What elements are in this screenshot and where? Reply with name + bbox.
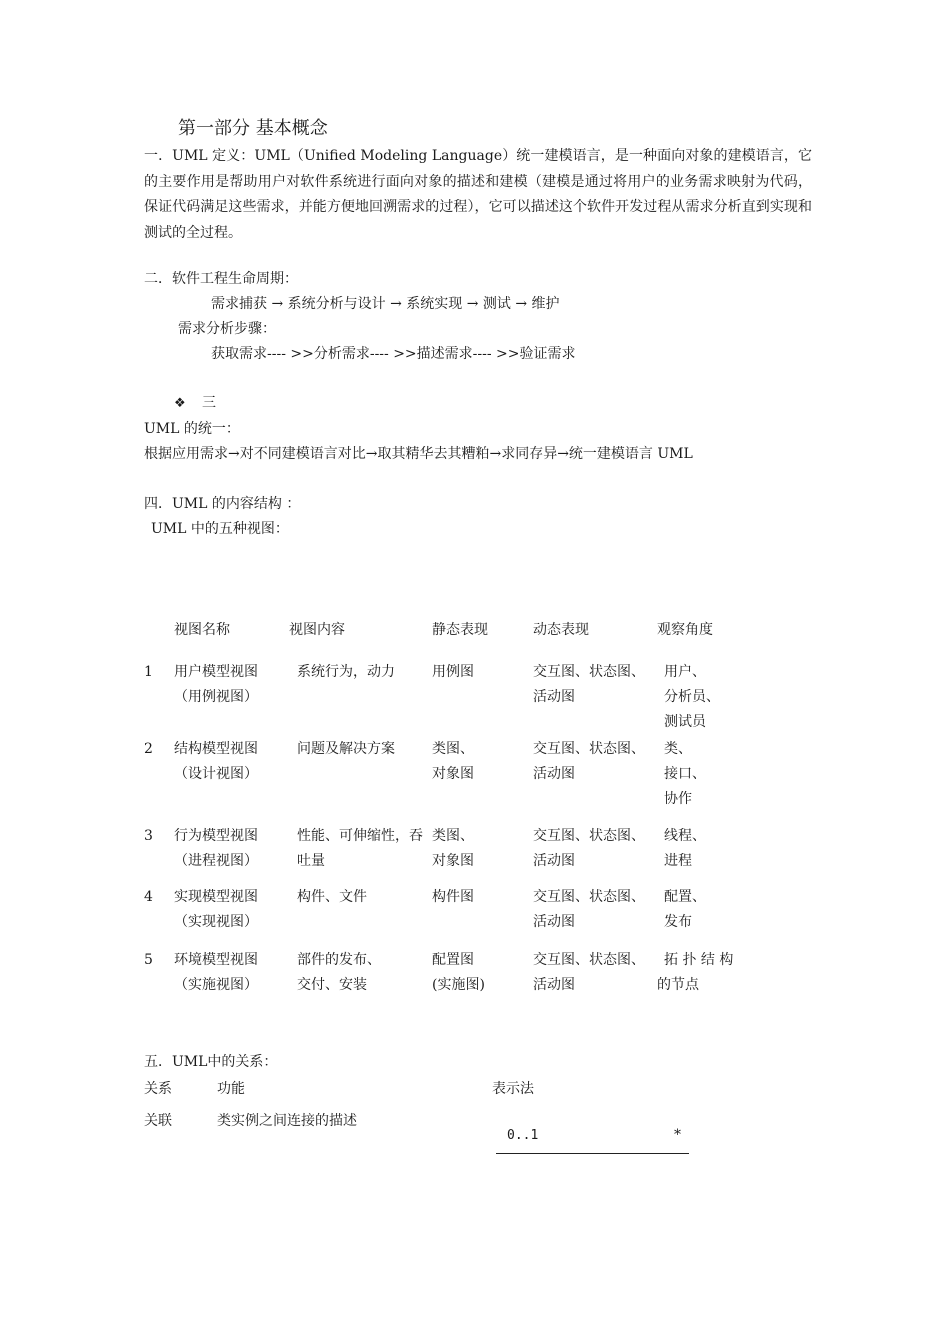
requirement-steps-flow: 获取需求---- >>分析需求---- >>描述需求---- >>验证需求 (211, 346, 576, 362)
dynamic-representation: 交互图、状态图、 (533, 828, 645, 844)
view-content: 吐量 (297, 853, 325, 869)
header-relation: 关系 (144, 1081, 172, 1097)
uml-structure-heading: 四．UML 的内容结构 ： (144, 496, 301, 512)
view-alias: （实现视图） (174, 914, 258, 930)
static-representation: 构件图 (432, 889, 474, 905)
bullet-diamond-icon: ❖ (174, 396, 186, 411)
dynamic-representation: 交互图、状态图、 (533, 741, 645, 757)
uml-unification-text: 根据应用需求→对不同建模语言对比→取其精华去其糟粕→求同存异→统一建模语言 UML (144, 446, 693, 462)
view-content: 构件、文件 (297, 889, 367, 905)
lifecycle-flow: 需求捕获 → 系统分析与设计 → 系统实现 → 测试 → 维护 (211, 296, 560, 312)
dynamic-representation: 活动图 (533, 689, 575, 705)
header-function: 功能 (217, 1081, 245, 1097)
view-name: 用户模型视图 (174, 664, 258, 680)
view-name: 实现模型视图 (174, 889, 258, 905)
view-content: 部件的发布、 (297, 952, 381, 968)
association-line (496, 1153, 689, 1154)
view-content: 性能、可伸缩性，吞 (297, 828, 423, 844)
uml-unification-heading: UML 的统一： (144, 421, 240, 437)
viewpoint: 分析员、 (664, 689, 720, 705)
dynamic-representation: 活动图 (533, 766, 575, 782)
row-number: 3 (144, 828, 153, 844)
header-viewpoint: 观察角度 (657, 622, 713, 638)
header-static: 静态表现 (432, 622, 488, 638)
requirement-steps-label: 需求分析步骤： (178, 321, 276, 337)
viewpoint: 测试员 (664, 714, 706, 730)
lifecycle-heading: 二．软件工程生命周期： (144, 271, 298, 287)
view-name: 环境模型视图 (174, 952, 258, 968)
static-representation: (实施图) (432, 977, 485, 993)
view-content: 问题及解决方案 (297, 741, 395, 757)
viewpoint: 协作 (664, 791, 692, 807)
dynamic-representation: 活动图 (533, 977, 575, 993)
section3-heading: 三 (202, 395, 216, 411)
five-views-heading: UML 中的五种视图： (151, 521, 289, 537)
header-view-name: 视图名称 (174, 622, 230, 638)
viewpoint: 用户、 (664, 664, 706, 680)
static-representation: 类图、 (432, 828, 474, 844)
header-view-content: 视图内容 (289, 622, 345, 638)
static-representation: 配置图 (432, 952, 474, 968)
viewpoint: 线程、 (664, 828, 706, 844)
relation-function: 类实例之间连接的描述 (217, 1113, 357, 1129)
static-representation: 类图、 (432, 741, 474, 757)
row-number: 4 (144, 889, 153, 905)
row-number: 1 (144, 664, 153, 680)
row-number: 5 (144, 952, 153, 968)
view-name: 结构模型视图 (174, 741, 258, 757)
dynamic-representation: 交互图、状态图、 (533, 664, 645, 680)
viewpoint: 拓 扑 结 构 (664, 952, 734, 968)
static-representation: 用例图 (432, 664, 474, 680)
header-dynamic: 动态表现 (533, 622, 589, 638)
view-name: 行为模型视图 (174, 828, 258, 844)
header-notation: 表示法 (492, 1081, 534, 1097)
view-alias: （用例视图） (174, 689, 258, 705)
viewpoint: 进程 (664, 853, 692, 869)
view-alias: （设计视图） (174, 766, 258, 782)
static-representation: 对象图 (432, 766, 474, 782)
viewpoint: 配置、 (664, 889, 706, 905)
viewpoint: 接口、 (664, 766, 706, 782)
viewpoint: 的节点 (657, 977, 699, 993)
dynamic-representation: 交互图、状态图、 (533, 952, 645, 968)
part-title: 第一部分 基本概念 (178, 118, 328, 139)
dynamic-representation: 活动图 (533, 853, 575, 869)
uml-relations-heading: 五．UML中的关系： (144, 1054, 278, 1070)
view-content: 系统行为，动力 (297, 664, 395, 680)
view-alias: （进程视图） (174, 853, 258, 869)
dynamic-representation: 活动图 (533, 914, 575, 930)
dynamic-representation: 交互图、状态图、 (533, 889, 645, 905)
uml-definition-paragraph: 一．UML 定义：UML（Unified Modeling Language）统一建模语言，是一种面向对象的建模语言，它的主要作用是帮助用户对软件系统进行面向对象的描述和建模（建模是通过将用户的业务需求映射为代码，保证代码满足这些需求，并能方便地回溯需求的过程），它可以描述这个软件开发过程从需求分析直到实现和测试的全过程。 (144, 148, 812, 241)
viewpoint: 发布 (664, 914, 692, 930)
view-content: 交付、安装 (297, 977, 367, 993)
static-representation: 对象图 (432, 853, 474, 869)
left-multiplicity: 0..1 (507, 1128, 539, 1143)
row-number: 2 (144, 741, 153, 757)
relation-name: 关联 (144, 1113, 172, 1129)
view-alias: （实施视图） (174, 977, 258, 993)
right-multiplicity: * (674, 1127, 681, 1143)
viewpoint: 类、 (664, 741, 692, 757)
